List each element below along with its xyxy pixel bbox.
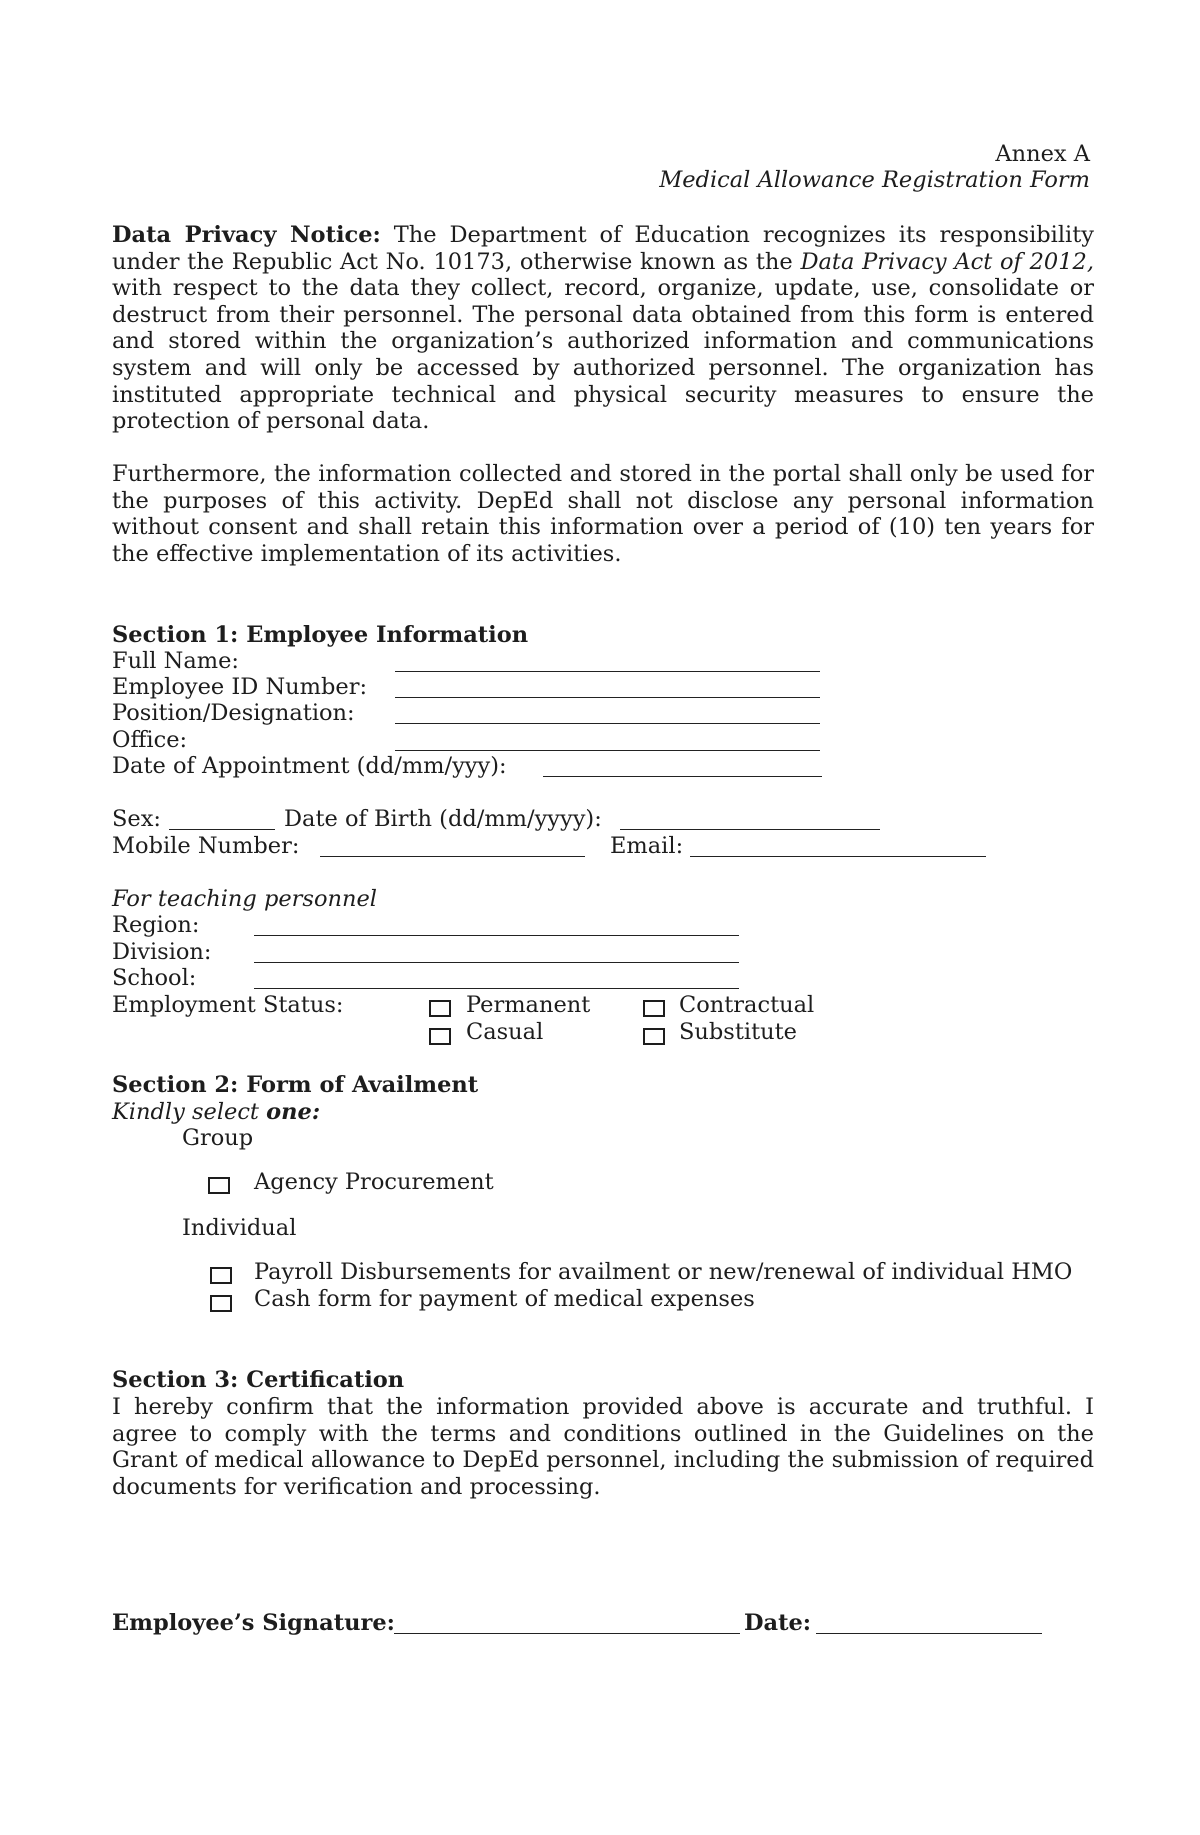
email-field[interactable] [690,856,986,857]
agency-procurement-checkbox[interactable] [208,1177,230,1194]
individual-label: Individual [182,1215,297,1241]
date-appointment-label: Date of Appointment (dd/mm/yyy): [112,753,507,779]
cash-form-checkbox[interactable] [210,1295,232,1312]
employee-id-field[interactable] [395,697,820,698]
cash-form-label: Cash form for payment of medical expenses [254,1286,755,1312]
mobile-label: Mobile Number: [112,833,300,859]
group-label: Group [182,1125,254,1151]
substitute-checkbox[interactable] [643,1028,665,1045]
dob-field[interactable] [620,829,880,830]
signature-field[interactable] [394,1633,740,1634]
school-label: School: [112,965,197,991]
full-name-field[interactable] [395,671,820,672]
annex-label: Annex A [995,141,1090,167]
position-field[interactable] [395,723,820,724]
sex-field[interactable] [169,829,275,830]
signature-date-label: Date: [744,1610,812,1636]
permanent-checkbox[interactable] [429,1000,451,1017]
region-field[interactable] [254,935,739,936]
payroll-disbursement-checkbox[interactable] [210,1267,232,1284]
permanent-option-label: Permanent [466,992,591,1018]
employee-id-label: Employee ID Number: [112,674,368,700]
mobile-field[interactable] [320,856,585,857]
section2-instruction: Kindly select one: [112,1099,321,1125]
casual-option-label: Casual [466,1019,544,1045]
full-name-label: Full Name: [112,648,239,674]
section3-title: Section 3: Certification [112,1367,405,1393]
teaching-personnel-note: For teaching personnel [112,886,378,912]
section1-title: Section 1: Employee Information [112,622,529,648]
division-field[interactable] [254,962,739,963]
employment-status-label: Employment Status: [112,992,344,1018]
substitute-option-label: Substitute [679,1019,797,1045]
casual-checkbox[interactable] [429,1028,451,1045]
email-label: Email: [610,833,684,859]
office-label: Office: [112,727,188,753]
signature-label: Employee’s Signature: [112,1610,395,1636]
privacy-paragraph-2: Furthermore, the information collected and stored in the portal shall only be used for the purposes of this activity. DepEd shall not disclose any personal information without consent and shall retain this information over a period of (10) ten years for the effective implementation of its activities. [112,461,1094,567]
dob-label: Date of Birth (dd/mm/yyyy): [284,806,602,832]
privacy-label: Data Privacy Notice: [112,222,381,248]
agency-procurement-label: Agency Procurement [254,1169,494,1195]
contractual-checkbox[interactable] [643,1000,665,1017]
signature-date-field[interactable] [816,1633,1042,1634]
payroll-disbursement-label: Payroll Disbursements for availment or new/renewal of individual HMO [254,1259,1073,1285]
office-field[interactable] [395,750,820,751]
region-label: Region: [112,912,200,938]
division-label: Division: [112,939,212,965]
sex-label: Sex: [112,806,161,832]
contractual-option-label: Contractual [679,992,815,1018]
section2-title: Section 2: Form of Availment [112,1072,479,1098]
school-field[interactable] [254,988,739,989]
position-label: Position/Designation: [112,700,355,726]
date-appointment-field[interactable] [543,776,822,777]
form-title: Medical Allowance Registration Form [659,167,1090,193]
certification-text: I hereby confirm that the information provided above is accurate and truthful. I agree to comply with the terms and conditions outlined in the Guidelines on the Grant of medical allowance to DepEd personnel, including the submission of required documents for verification and processing. [112,1394,1094,1500]
data-privacy-notice: Data Privacy Notice: The Department of Education recognizes its responsibility under the Republic Act No. 10173, otherwise known as the Data Privacy Act of 2012, with respect to the data they collect, record, organize, update, use, consolidate or destruct from their personnel. The personal data obtained from this form is entered and stored within the organization’s authorized information and communications system and will only be accessed by authorized personnel. The organization has instituted appropriate technical and physical security measures to ensure the protection of personal data. [112,222,1095,435]
